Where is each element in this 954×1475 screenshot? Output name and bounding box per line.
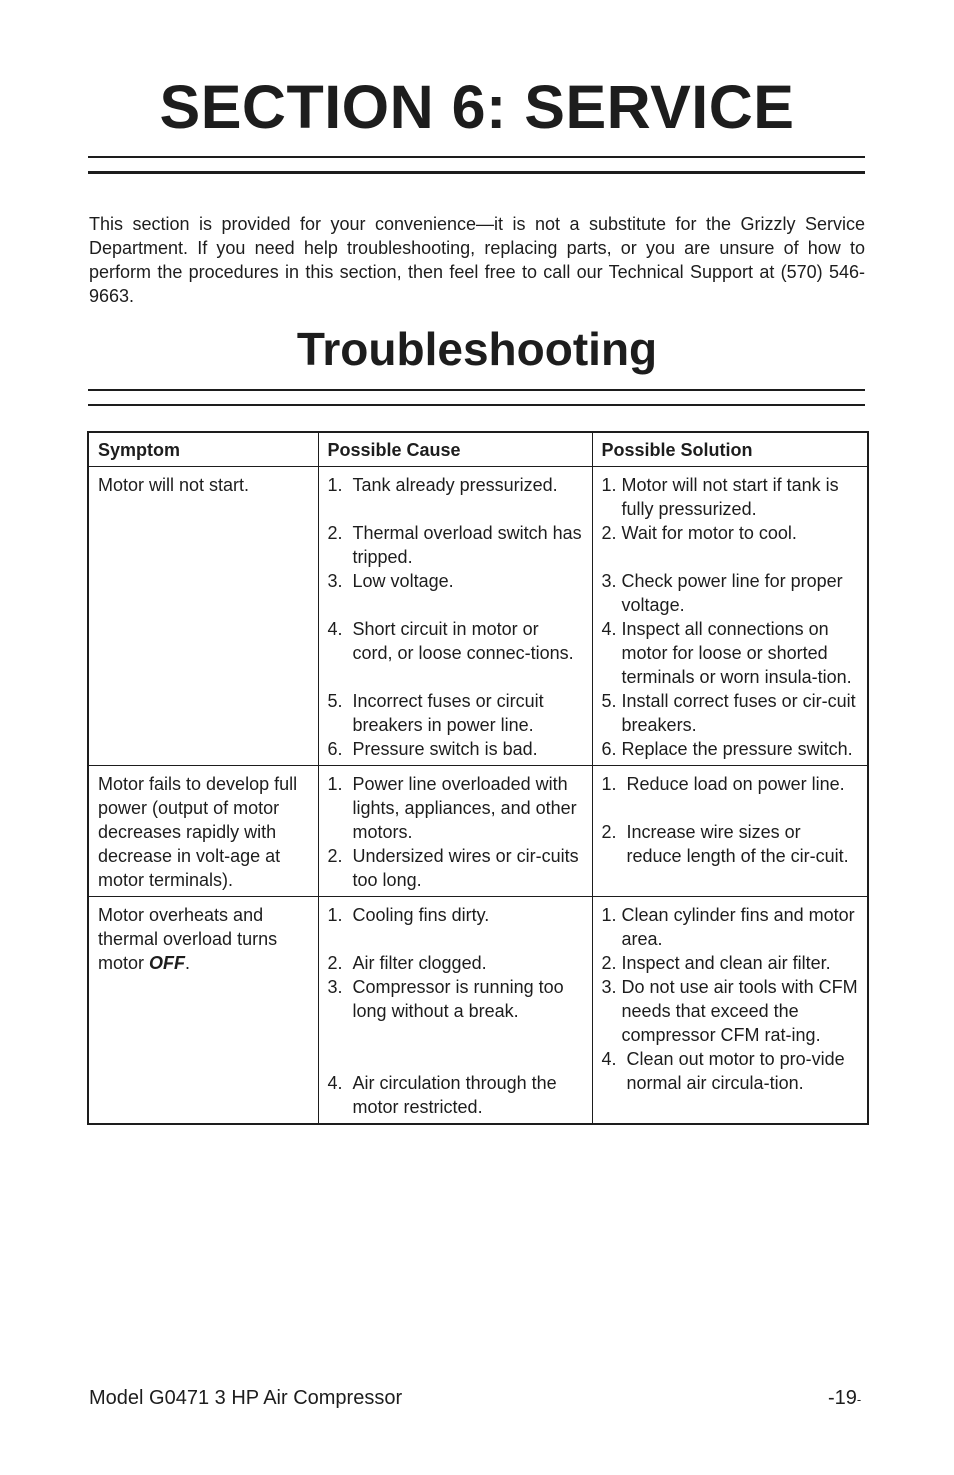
symptom-cell [88,897,318,1125]
cause-number: 3. [327,571,343,591]
solution-item [602,903,860,951]
title-rule-top [88,156,865,158]
cause-number: 4. [327,619,343,639]
solution-item [602,473,860,521]
cause-number: 5. [327,691,343,711]
cause-number: 3. [327,977,343,997]
cause-text: Compressor is running too long without a break. [352,977,564,1021]
cause-number: 2. [327,523,343,543]
title-rule-bottom [88,171,865,174]
cause-item [328,903,584,927]
table-row [88,766,868,897]
solution-number: 2. [601,822,617,842]
solution-number: 4. [601,619,617,639]
cause-item [328,1071,584,1119]
cause-number: 4. [327,1073,343,1093]
cause-text: Cooling fins dirty. [352,905,490,925]
cause-number: 2. [327,953,343,973]
solution-text: Wait for motor to cool. [621,523,797,543]
solution-number: 6. [601,739,617,759]
cause-item [328,975,584,1023]
intro-paragraph: This section is provided for your convenience—it is not a substitute for the Grizzly Service Department. If you need help troubleshooting, replacing parts, or you are unsure of how to perform the procedures in this section, then feel free to call our Technical Support at (570) 546-9663. [89,214,865,306]
cause-item [328,521,584,569]
cause-item [328,737,584,761]
solution-text: Install correct fuses or cir-cuit breakers. [621,691,856,735]
solution-item [602,617,860,689]
solution-number: 4. [601,1049,617,1069]
cause-item [328,844,584,892]
header-possible-solution: Possible Solution [592,432,868,467]
cause-item [328,951,584,975]
cause-item [328,569,584,593]
cause-cell [318,766,592,897]
cause-cell [318,897,592,1125]
table-row [88,897,868,1125]
footer-model: Model G0471 3 HP Air Compressor [89,1387,403,1409]
cause-text: Incorrect fuses or circuit breakers in power line. [352,691,544,735]
solution-number: 1. [601,475,617,495]
solution-item [602,569,860,617]
table-row [88,467,868,766]
solution-item [602,737,860,761]
cause-text: Pressure switch is bad. [352,739,538,759]
solution-cell [592,467,868,766]
solution-item [602,975,860,1047]
symptom-cell [88,467,318,766]
header-possible-cause: Possible Cause [318,432,592,467]
cause-item [328,617,584,665]
troubleshooting-heading: Troubleshooting [296,323,658,375]
solution-item [602,689,860,737]
solution-number: 1. [601,905,617,925]
solution-number: 1. [601,774,617,794]
symptom-text: Motor overheats and thermal overload turns motor [98,905,278,973]
symptom-off-emphasis: OFF [149,953,186,973]
cause-text: Thermal overload switch has tripped. [352,523,582,567]
solution-text: Replace the pressure switch. [621,739,853,759]
troubleshooting-rule-top [88,389,865,391]
solution-text: Increase wire sizes or reduce length of the cir-cuit. [626,822,849,866]
solution-cell [592,897,868,1125]
solution-number: 2. [601,523,617,543]
symptom-text: Motor will not start. [98,475,250,495]
page-number-text: -19 [828,1387,857,1409]
solution-text: Inspect and clean air filter. [621,953,831,973]
solution-text: Inspect all connections on motor for loose or shorted terminals or worn insula-tion. [621,619,852,687]
cause-text: Low voltage. [352,571,454,591]
cause-number: 1. [327,475,343,495]
symptom-text: Motor fails to develop full power (output of motor decreases rapidly with decrease in volt-age at motor terminals). [98,774,298,890]
cause-text: Short circuit in motor or cord, or loose connec-tions. [352,619,574,663]
cause-text: Air filter clogged. [352,953,487,973]
cause-text: Air circulation through the motor restricted. [352,1073,557,1117]
cause-number: 6. [327,739,343,759]
section-title: SECTION 6: SERVICE [159,73,795,141]
troubleshooting-table [87,431,869,1125]
cause-item [328,473,584,497]
troubleshooting-rule-bottom [88,404,865,406]
cause-text: Undersized wires or cir-cuits too long. [352,846,579,890]
solution-item [602,521,860,545]
symptom-cell [88,766,318,897]
cause-text: Power line overloaded with lights, appliances, and other motors. [352,774,577,842]
solution-item [602,1047,860,1095]
symptom-period: . [185,953,191,973]
page-number [828,1387,861,1410]
cause-cell [318,467,592,766]
cause-item [328,689,584,737]
solution-text: Clean out motor to pro-vide normal air circula-tion. [626,1049,845,1093]
cause-text: Tank already pressurized. [352,475,558,495]
cause-number: 2. [327,846,343,866]
header-symptom: Symptom [88,432,318,467]
cause-item [328,772,584,844]
solution-number: 3. [601,571,617,591]
solution-text: Motor will not start if tank is fully pressurized. [621,475,839,519]
solution-number: 2. [601,953,617,973]
solution-item [602,951,860,975]
solution-text: Clean cylinder fins and motor area. [621,905,855,949]
solution-item [602,772,860,796]
table-header-row [88,432,868,467]
solution-number: 5. [601,691,617,711]
page-number-suffix: - [856,1392,862,1407]
solution-text: Reduce load on power line. [626,774,845,794]
solution-text: Check power line for proper voltage. [621,571,843,615]
solution-text: Do not use air tools with CFM needs that exceed the compressor CFM rat-ing. [621,977,858,1045]
solution-number: 3. [601,977,617,997]
solution-cell [592,766,868,897]
solution-item [602,820,860,868]
cause-number: 1. [327,905,343,925]
cause-number: 1. [327,774,343,794]
